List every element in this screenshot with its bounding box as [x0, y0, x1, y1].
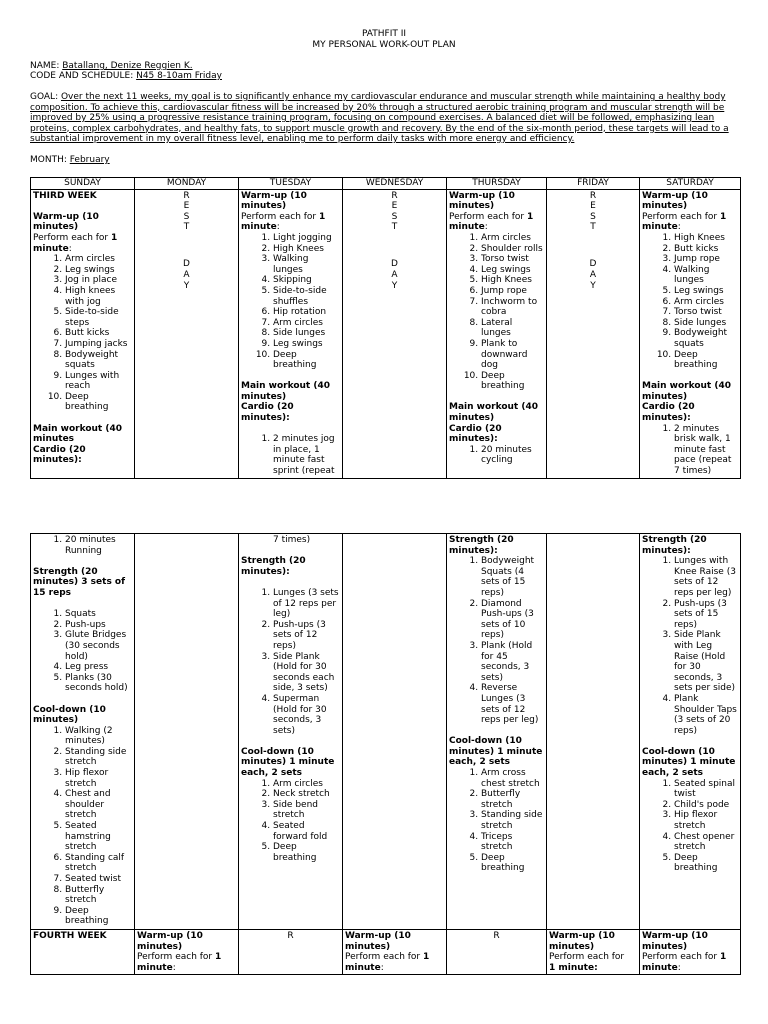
week3-sunday-cell-continued: [31, 534, 135, 930]
day-header-tuesday: TUESDAY: [239, 178, 343, 190]
week-label: FOURTH WEEK: [33, 931, 107, 941]
list-item: 4. Reverse Lunges (3 sets of 12 reps per leg): [481, 683, 544, 725]
list-item: 8. Butterfly stretch: [65, 885, 132, 906]
list-item: 1. Seated spinal twist: [674, 779, 738, 800]
list-item: 1. Lunges with Knee Raise (3 sets of 12 reps per leg): [674, 556, 738, 598]
warmup-title: Warm-up (10 minutes): [241, 190, 307, 212]
goal-line-4: proteins, complex carbohydrates, and healthy fats, to support muscle growth and recovery. By the end of the six-month period, these targets will lead to a: [30, 123, 729, 134]
list-item: 5. Deep breathing: [674, 853, 738, 874]
list-item: 2. Standing side stretch: [65, 747, 132, 768]
list-item: 2. Shoulder rolls: [481, 244, 544, 255]
list-item: 2. Leg swings: [65, 265, 132, 276]
main-workout-title: Main workout (40 minutes: [33, 423, 122, 445]
week3-sunday-cell: [31, 189, 135, 478]
week3-thursday-cell-continued: [447, 534, 547, 930]
cooldown-list: [642, 779, 738, 874]
list-item: 1. 20 minutes Running: [65, 535, 132, 556]
list-item: 6. Standing calf stretch: [65, 853, 132, 874]
cardio-list: [33, 535, 132, 556]
list-item: 7. Seated twist: [65, 874, 132, 885]
code-value: N45 8-10am Friday: [136, 71, 222, 81]
week3-row-continued: [31, 534, 741, 930]
list-item: 3. Glute Bridges (30 seconds hold): [65, 630, 132, 662]
list-item: 4. Triceps stretch: [481, 832, 544, 853]
list-item: 9. Bodyweight squats: [674, 328, 738, 349]
day-header-sunday: SUNDAY: [31, 178, 135, 190]
list-item: 2. Push-ups: [65, 620, 132, 631]
list-item: 4. Superman (Hold for 30 seconds, 3 sets): [273, 694, 340, 736]
week4-tuesday-rest-day: R: [239, 930, 343, 975]
warmup-title: Warm-up (10 minutes): [549, 931, 615, 952]
week3-thursday-cell: [447, 189, 547, 478]
main-workout-title: Main workout (40 minutes): [449, 402, 538, 424]
list-item: 1. 2 minutes brisk walk, 1 minute fast pace (repeat 7 times): [674, 424, 738, 477]
week3-wednesday-cell-continued: [343, 534, 447, 930]
list-item: 4. Leg press: [65, 662, 132, 673]
list-item: 1. Bodyweight Squats (4 sets of 15 reps): [481, 556, 544, 598]
cooldown-list: [241, 779, 340, 864]
list-item: 4. Leg swings: [481, 265, 544, 276]
list-item: 6. Butt kicks: [65, 328, 132, 339]
warmup-title: Warm-up (10 minutes): [33, 211, 99, 233]
goal-line-3: improved by 25% using a progressive resistance training program, focusing on compound exercises. A balanced diet will be followed, emphasizing lean: [30, 113, 715, 123]
perform-instruction: Perform each for 1 minute:: [642, 211, 727, 233]
list-item: 1. Light jogging: [273, 233, 340, 244]
day-header-monday: MONDAY: [135, 178, 239, 190]
cooldown-title: Cool-down (10 minutes) 1 minute each, 2 sets: [642, 746, 736, 779]
cardio-continued: 7 times): [273, 535, 311, 545]
code-label: CODE AND SCHEDULE:: [30, 71, 137, 81]
list-item: 4. Seated forward fold: [273, 821, 340, 842]
warmup-title: Warm-up (10 minutes): [137, 931, 203, 952]
list-item: 2. Diamond Push-ups (3 sets of 10 reps): [481, 599, 544, 641]
cardio-list: [642, 424, 738, 477]
week4-thursday-rest-day: R: [447, 930, 547, 975]
strength-title: Strength (20 minutes) 3 sets of 15 reps: [33, 566, 126, 598]
month-line: [30, 155, 110, 166]
list-item: 3. Side Plank with Leg Raise (Hold for 30 seconds, 3 sets per side): [674, 630, 738, 694]
code-line: [30, 71, 222, 82]
month-value: February: [69, 155, 110, 165]
strength-list: [449, 556, 544, 726]
goal-text: Over the next 11 weeks, my goal is to significantly enhance my cardiovascular endurance and muscular strength while maintaining a healthy body: [60, 92, 726, 102]
name-value: Batallang, Denize Reggien K.: [62, 61, 193, 71]
strength-list: [241, 588, 340, 736]
list-item: 7. Arm circles: [273, 318, 340, 329]
list-item: 6. Arm circles: [674, 297, 738, 308]
list-item: 8. Bodyweight squats: [65, 350, 132, 371]
list-item: 4. Chest and shoulder stretch: [65, 789, 132, 821]
day-header-thursday: THURSDAY: [447, 178, 547, 190]
list-item: 4. High knees with jog: [65, 286, 132, 307]
list-item: 7. Jumping jacks: [65, 339, 132, 350]
list-item: 8. Side lunges: [674, 318, 738, 329]
list-item: 5. Side-to-side shuffles: [273, 286, 340, 307]
week3-monday-rest-day: R E S T D A Y: [135, 189, 239, 478]
cooldown-title: Cool-down (10 minutes) 1 minute each, 2 sets: [449, 736, 543, 768]
warmup-title: Warm-up (10 minutes): [642, 931, 708, 952]
cardio-list: [449, 445, 544, 466]
goal-line-1: [30, 92, 740, 103]
list-item: 3. Side Plank (Hold for 30 seconds each side, 3 sets): [273, 652, 340, 694]
list-item: 8. Lateral lunges: [481, 318, 544, 339]
list-item: 2. Butt kicks: [674, 244, 738, 255]
perform-instruction: Perform each for 1 minute:: [642, 952, 727, 973]
warmup-list: [642, 233, 738, 371]
list-item: 5. Planks (30 seconds hold): [65, 673, 132, 694]
list-item: 1. Arm circles: [273, 779, 340, 790]
week3-wednesday-rest-day: R E S T D A Y: [343, 189, 447, 478]
cooldown-title: Cool-down (10 minutes): [33, 704, 106, 726]
cooldown-list: [449, 768, 544, 874]
list-item: 9. Plank to downward dog: [481, 339, 544, 371]
list-item: 1. Arm circles: [481, 233, 544, 244]
list-item: 3. Jog in place: [65, 275, 132, 286]
list-item: 9. Lunges with reach: [65, 371, 132, 392]
week3-saturday-cell-continued: [640, 534, 741, 930]
week3-tuesday-cell: [239, 189, 343, 478]
strength-title: Strength (20 minutes):: [449, 535, 514, 556]
list-item: 5. Deep breathing: [481, 853, 544, 874]
day-header-saturday: SATURDAY: [640, 178, 741, 190]
week4-row: [31, 930, 741, 975]
warmup-list: [33, 254, 132, 413]
list-item: 1. 2 minutes jog in place, 1 minute fast sprint (repeat: [273, 434, 340, 476]
warmup-title: Warm-up (10 minutes): [642, 190, 708, 212]
warmup-list: [241, 233, 340, 371]
list-item: 1. 20 minutes cycling: [481, 445, 544, 466]
strength-title: Strength (20 minutes):: [642, 535, 707, 556]
goal-line-2: composition. To achieve this, cardiovascular fitness will be increased by 20% through a structured aerobic training program and muscular strength will be: [30, 102, 725, 113]
week4-monday-cell: [135, 930, 239, 975]
list-item: 1. High Knees: [674, 233, 738, 244]
warmup-title: Warm-up (10 minutes): [345, 931, 411, 952]
week4-saturday-cell: [640, 930, 741, 975]
list-item: 5. Side-to-side steps: [65, 307, 132, 328]
list-item: 5. High Knees: [481, 275, 544, 286]
week4-sunday-cell: [31, 930, 135, 975]
perform-instruction: Perform each for 1 minute:: [137, 952, 222, 973]
cardio-title: Cardio (20 minutes):: [449, 423, 502, 445]
strength-list: [642, 556, 738, 736]
name-label: NAME:: [30, 61, 63, 71]
list-item: 3. Side bend stretch: [273, 800, 340, 821]
list-item: 10. Deep breathing: [65, 392, 132, 413]
page-title: MY PERSONAL WORK-OUT PLAN: [312, 40, 456, 50]
week-label: THIRD WEEK: [33, 190, 97, 201]
perform-instruction: Perform each for 1 minute:: [33, 232, 118, 254]
cooldown-list: [33, 726, 132, 927]
course-title: PATHFIT II: [361, 29, 407, 39]
cardio-title: Cardio (20 minutes):: [241, 402, 294, 424]
list-item: 10. Deep breathing: [674, 350, 738, 371]
week3-saturday-cell: [640, 189, 741, 478]
list-item: 5. Deep breathing: [273, 842, 340, 863]
list-item: 1. Arm circles: [65, 254, 132, 265]
week3-friday-rest-day: R E S T D A Y: [547, 189, 640, 478]
list-item: 3. Standing side stretch: [481, 810, 544, 831]
list-item: 1. Arm cross chest stretch: [481, 768, 544, 789]
week3-row-top: [31, 189, 741, 478]
list-item: 2. Child's pode: [674, 800, 738, 811]
list-item: 2. Butterfly stretch: [481, 789, 544, 810]
main-workout-title: Main workout (40 minutes): [642, 381, 731, 402]
list-item: 2. High Knees: [273, 244, 340, 255]
goal-line-5: substantial improvement in my overall fitness level, enabling me to perform daily tasks with more energy and efficiency.: [30, 134, 575, 144]
list-item: 10. Deep breathing: [481, 371, 544, 392]
list-item: 3. Hip flexor stretch: [65, 768, 132, 789]
warmup-title: Warm-up (10 minutes): [449, 190, 515, 212]
name-line: [30, 61, 193, 72]
list-item: 1. Walking (2 minutes): [65, 726, 132, 747]
perform-instruction: Perform each for 1 minute:: [549, 952, 625, 973]
cardio-title: Cardio (20 minutes):: [33, 444, 86, 466]
list-item: 3. Hip flexor stretch: [674, 810, 738, 831]
list-item: 4. Chest opener stretch: [674, 832, 738, 853]
list-item: 10. Deep breathing: [273, 350, 340, 371]
cardio-title: Cardio (20 minutes):: [642, 402, 695, 424]
goal-label: GOAL:: [30, 92, 61, 102]
list-item: 2. Push-ups (3 sets of 12 reps): [273, 620, 340, 652]
list-item: 2. Neck stretch: [273, 789, 340, 800]
list-item: 7. Inchworm to cobra: [481, 297, 544, 318]
warmup-list: [449, 233, 544, 392]
perform-instruction: Perform each for 1 minute:: [241, 211, 326, 233]
workout-table-page-2: [30, 533, 741, 975]
workout-table-page-1: [30, 177, 741, 479]
main-workout-title: Main workout (40 minutes): [241, 381, 330, 402]
day-header-friday: FRIDAY: [547, 178, 640, 190]
list-item: 3. Plank (Hold for 45 seconds, 3 sets): [481, 641, 544, 683]
strength-title: Strength (20 minutes):: [241, 556, 306, 577]
list-item: 8. Side lunges: [273, 328, 340, 339]
cooldown-title: Cool-down (10 minutes) 1 minute each, 2 sets: [241, 746, 335, 779]
perform-instruction: Perform each for 1 minute:: [449, 211, 534, 233]
list-item: 4. Plank Shoulder Taps (3 sets of 20 reps): [674, 694, 738, 736]
strength-list: [33, 609, 132, 694]
week4-friday-cell: [547, 930, 640, 975]
list-item: 3. Jump rope: [674, 254, 738, 265]
list-item: 6. Hip rotation: [273, 307, 340, 318]
list-item: 4. Skipping: [273, 275, 340, 286]
days-header-row: [31, 178, 741, 190]
list-item: 4. Walking lunges: [674, 265, 738, 286]
list-item: 5. Leg swings: [674, 286, 738, 297]
week3-monday-cell-continued: [135, 534, 239, 930]
perform-instruction: Perform each for 1 minute:: [345, 952, 430, 973]
week3-friday-cell-continued: [547, 534, 640, 930]
list-item: 2. Push-ups (3 sets of 15 reps): [674, 599, 738, 631]
list-item: 3. Torso twist: [481, 254, 544, 265]
week3-tuesday-cell-continued: [239, 534, 343, 930]
list-item: 5. Seated hamstring stretch: [65, 821, 132, 853]
list-item: 1. Lunges (3 sets of 12 reps per leg): [273, 588, 340, 620]
month-label: MONTH:: [30, 155, 70, 165]
list-item: 3. Walking lunges: [273, 254, 340, 275]
list-item: 7. Torso twist: [674, 307, 738, 318]
list-item: 6. Jump rope: [481, 286, 544, 297]
list-item: 1. Squats: [65, 609, 132, 620]
day-header-wednesday: WEDNESDAY: [343, 178, 447, 190]
list-item: 9. Leg swings: [273, 339, 340, 350]
week4-wednesday-cell: [343, 930, 447, 975]
list-item: 9. Deep breathing: [65, 906, 132, 927]
cardio-list: [241, 434, 340, 476]
